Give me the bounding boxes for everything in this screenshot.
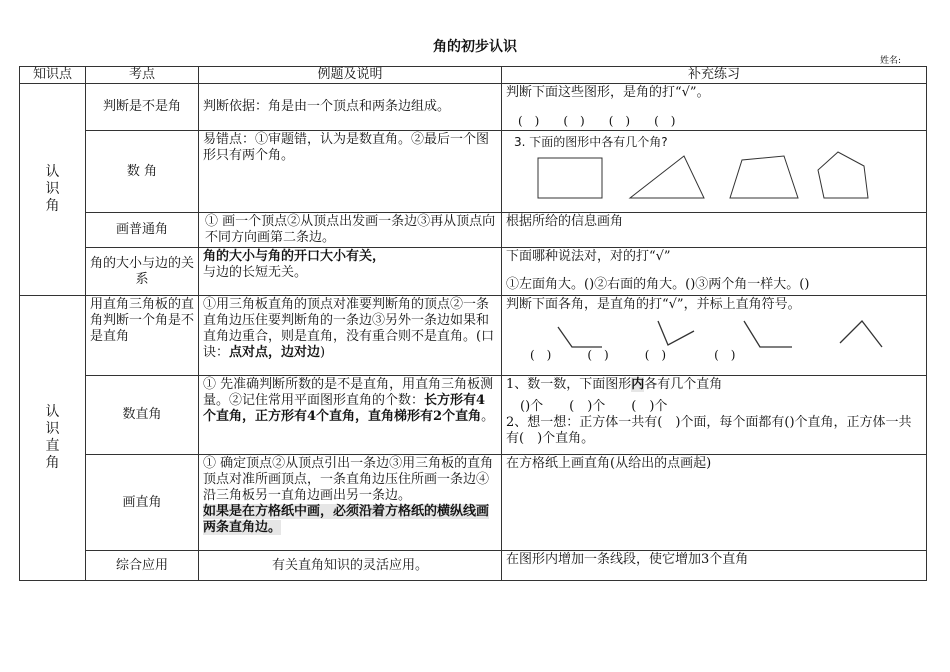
exercise-cell: 在图形内增加一条线段，使它增加3个直角 bbox=[502, 551, 927, 581]
explain-cell: 判断依据：角是由一个顶点和两条边组成。 bbox=[199, 84, 502, 131]
exercise-text bbox=[506, 377, 922, 393]
rectangle-shape bbox=[538, 158, 602, 198]
angle-shape bbox=[658, 321, 694, 345]
point-cell: 判断是不是角 bbox=[86, 84, 199, 131]
category-label: 认识直角 bbox=[45, 404, 60, 471]
explain-end: ) bbox=[320, 345, 326, 360]
explain-bold: 长方形有4个直角，正方形有4个直角，直角梯形有2个直角 bbox=[203, 393, 486, 424]
name-label: 姓名: bbox=[880, 56, 902, 66]
exercise-cell bbox=[502, 296, 927, 376]
category-cell bbox=[20, 84, 86, 296]
answer-blanks: ( ) ( ) ( ) ( ) bbox=[518, 114, 676, 128]
point-cell: 数直角 bbox=[86, 376, 199, 455]
header-knowledge: 知识点 bbox=[20, 67, 86, 84]
table-row bbox=[20, 455, 927, 551]
knowledge-table bbox=[19, 66, 927, 581]
table-row bbox=[20, 248, 927, 296]
exercise-text: 判断下面各角，是直角的打“√”，并标上直角符号。 bbox=[506, 297, 801, 312]
explain-text: ① 确定顶点②从顶点引出一条边③用三角板的直角顶点对准所画顶点，一条直角边压住所画一条边④沿三角板另一直角边画出另一条边。 bbox=[203, 456, 494, 503]
point-cell: 用直角三角板的直角判断一个角是不是直角 bbox=[86, 296, 199, 376]
shapes-figure bbox=[506, 150, 916, 200]
exercise-part: 1、数一数，下面图形 bbox=[506, 377, 632, 392]
answer-blanks: ( ) ( ) ( ) ( ) bbox=[530, 348, 736, 362]
explain-end: 。 bbox=[481, 409, 495, 424]
table-row bbox=[20, 376, 927, 455]
explain-cell bbox=[199, 248, 502, 296]
point-cell: 画直角 bbox=[86, 455, 199, 551]
angle-shape bbox=[558, 327, 602, 347]
exercise-part: 各有几个直角 bbox=[644, 377, 723, 392]
pentagon-shape bbox=[818, 152, 868, 198]
header-point: 考点 bbox=[86, 67, 199, 84]
point-cell: 画普通角 bbox=[86, 213, 199, 248]
explain-bold: 点对点，边对边 bbox=[229, 345, 321, 360]
header-example: 例题及说明 bbox=[199, 67, 502, 84]
explain-cell bbox=[199, 376, 502, 455]
exercise-highlight: 内 bbox=[631, 377, 645, 392]
exercise-text: 下面哪种说法对，对的打“√” bbox=[506, 249, 671, 264]
exercise-cell bbox=[502, 131, 927, 213]
angle-shape bbox=[744, 321, 792, 347]
point-cell: 角的大小与边的关系 bbox=[86, 248, 199, 296]
triangle-shape bbox=[630, 156, 704, 198]
explain-cell: 易错点：①审题错，认为是数直角。②最后一个图形只有两个角。 bbox=[199, 131, 502, 213]
exercise-text: 3. 下面的图形中各有几个角? bbox=[514, 135, 668, 149]
table-row bbox=[20, 213, 927, 248]
exercise-text-2: 2、想一想：正方体一共有( )个面，每个面都有()个直角，正方体一共有( )个直角。 bbox=[506, 415, 912, 446]
exercise-cell bbox=[502, 248, 927, 296]
explain-bold: 如果是在方格纸中画，必须沿着方格纸的横纵线画两条直角边。 bbox=[203, 504, 490, 535]
exercise-text: 判断下面这些图形，是角的打“√”。 bbox=[506, 85, 710, 100]
exercise-cell: 根据所给的信息画角 bbox=[502, 213, 927, 248]
explain-bold: 角的大小与角的开口大小有关， bbox=[203, 249, 386, 264]
explain-cell bbox=[199, 455, 502, 551]
table-row bbox=[20, 296, 927, 376]
options-text: ①左面角大。()②右面的角大。()③两个角一样大。() bbox=[506, 277, 810, 292]
angle-shape bbox=[840, 321, 882, 347]
category-label: 认识角 bbox=[45, 164, 60, 214]
exercise-cell: 在方格纸上画直角(从给出的点画起) bbox=[502, 455, 927, 551]
explain-cell: ① 画一个顶点②从顶点出发画一条边③再从顶点向不同方向画第二条边。 bbox=[199, 213, 502, 248]
page-title: 角的初步认识 bbox=[433, 39, 517, 55]
explain-cell: 有关直角知识的灵活应用。 bbox=[199, 551, 502, 581]
table-header-row bbox=[20, 67, 927, 84]
point-cell: 综合应用 bbox=[86, 551, 199, 581]
exercise-cell bbox=[502, 376, 927, 455]
table-row bbox=[20, 131, 927, 213]
table-row bbox=[20, 84, 927, 131]
header-exercise: 补充练习 bbox=[502, 67, 927, 84]
explain-text: ① 先准确判断所数的是不是直角，用直角三角板测量。②记住常用平面图形直角的个数： bbox=[203, 377, 494, 408]
category-cell bbox=[20, 296, 86, 581]
explain-cell bbox=[199, 296, 502, 376]
answer-blanks: ()个 ( )个 ( )个 bbox=[520, 399, 668, 414]
explain-rest: 与边的长短无关。 bbox=[203, 265, 308, 280]
point-cell: 数 角 bbox=[86, 131, 199, 213]
table-row bbox=[20, 551, 927, 581]
explain-text: ①用三角板直角的顶点对准要判断角的顶点②一条直角边压住要判断角的一条边③另外一条边如果和直角边重合，则是直角，没有重合则不是直角。(口诀： bbox=[203, 297, 495, 360]
quadrilateral-shape bbox=[730, 156, 798, 198]
exercise-cell bbox=[502, 84, 927, 131]
